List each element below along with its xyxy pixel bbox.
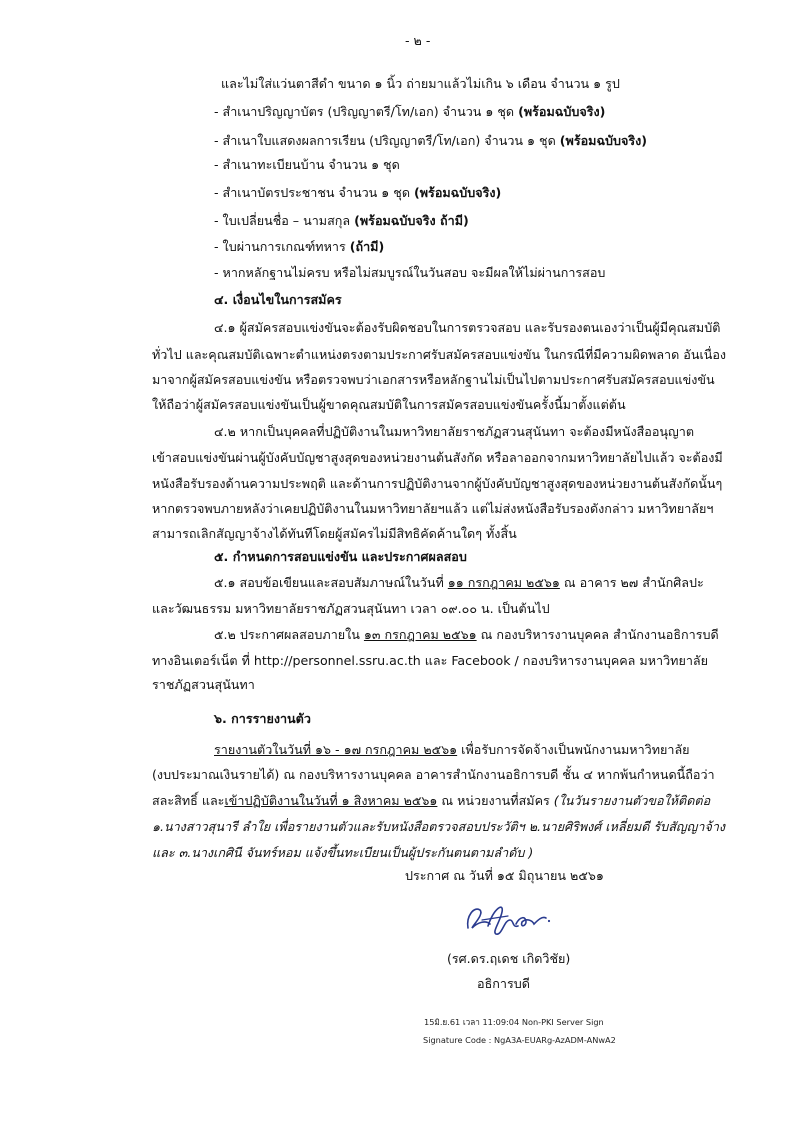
- doc-house-copy: - สำเนาทะเบียนบ้าน จำนวน ๑ ชุด: [214, 157, 400, 172]
- exam-date: ๑๑ กรกฎาคม ๒๕๖๑: [447, 575, 560, 590]
- signatory-position: อธิการบดี: [477, 976, 530, 991]
- doc-name-change: - ใบเปลี่ยนชื่อ – นามสกุล (พร้อมฉบับจริง ถ้ามี): [214, 213, 469, 228]
- digital-sign-info: 15มิ.ย.61 เวลา 11:09:04 Non-PKI Server Sign: [424, 1017, 604, 1027]
- result-date: ๑๓ กรกฎาคม ๒๕๖๑: [363, 627, 477, 642]
- section4-p1-line3: มาจากผู้สมัครสอบแข่งขัน หรือตรวจพบว่าเอกสารหรือหลักฐานไม่เป็นไปตามประกาศรับสมัครสอบแข่งขัน: [152, 372, 715, 387]
- section6-line1: รายงานตัวในวันที่ ๑๖ - ๑๗ กรกฎาคม ๒๕๖๑ เพื่อรับการจัดจ้างเป็นพนักงานมหาวิทยาลัย: [214, 742, 690, 757]
- section6-line4: ๑.นางสาวสุนารี ลำใย เพื่อรายงานตัวและรับหนังสือตรวจสอบประวัติฯ ๒.นายศิริพงศ์ เหลี่ยมดี รับสัญญาจ้าง: [152, 819, 726, 834]
- section4-heading: ๔. เงื่อนไขในการสมัคร: [214, 292, 342, 307]
- handwritten-signature: [462, 898, 554, 938]
- section5-p2-line3: ราชภัฏสวนสุนันทา: [152, 677, 255, 692]
- section4-p2-line2: เข้าสอบแข่งขันผ่านผู้บังคับบัญชาสูงสุดของหน่วยงานต้นสังกัด หรือลาออกจากมหาวิทยาลัยไปแล้ว จะต้องมี: [152, 450, 723, 465]
- doc-incomplete-note: - หากหลักฐานไม่ครบ หรือไม่สมบูรณ์ในวันสอบ จะมีผลให้ไม่ผ่านการสอบ: [214, 265, 606, 280]
- section4-p1-line4: ให้ถือว่าผู้สมัครสอบแข่งขันเป็นผู้ขาดคุณสมบัติในการสมัครสอบแข่งขันครั้งนี้มาตั้งแต่ต้น: [152, 397, 626, 412]
- doc-military: - ใบผ่านการเกณฑ์ทหาร (ถ้ามี): [214, 239, 385, 254]
- section6-line3: สละสิทธิ์ และเข้าปฏิบัติงานในวันที่ ๑ สิงหาคม ๒๕๖๑ ณ หน่วยงานที่สมัคร (ในวันรายงานตัวขอให้ติดต่อ: [152, 793, 711, 808]
- page-number: - ๒ -: [405, 33, 431, 48]
- signatory-name: (รศ.ดร.ฤเดช เกิดวิชัย): [447, 951, 571, 966]
- section4-p2-line5: สามารถเลิกสัญญาจ้างได้ทันทีโดยผู้สมัครไม่มีสิทธิคัดค้านใดๆ ทั้งสิ้น: [152, 526, 517, 541]
- doc-id-copy: - สำเนาบัตรประชาชน จำนวน ๑ ชุด (พร้อมฉบับจริง): [214, 185, 502, 200]
- section5-p2-line2: ทางอินเตอร์เน็ต ที่ http://personnel.ssru.ac.th และ Facebook / กองบริหารงานบุคคล มหาวิทยาลัย: [152, 653, 708, 668]
- section6-line2: (งบประมาณเงินรายได้) ณ กองบริหารงานบุคคล อาคารสำนักงานอธิการบดี ชั้น ๔ หากพ้นกำหนดนี้ถือว่า: [152, 767, 715, 782]
- doc-photo-cont: และไม่ใส่แว่นตาสีดำ ขนาด ๑ นิ้ว ถ่ายมาแล้วไม่เกิน ๖ เดือน จำนวน ๑ รูป: [221, 76, 620, 91]
- section5-p1-line1: ๕.๑ สอบข้อเขียนและสอบสัมภาษณ์ในวันที่ ๑๑ กรกฎาคม ๒๕๖๑ ณ อาคาร ๒๗ สำนักศิลปะ: [214, 575, 704, 590]
- section5-heading: ๕. กำหนดการสอบแข่งขัน และประกาศผลสอบ: [214, 549, 467, 564]
- digital-sign-code: Signature Code : NgA3A-EUARg-AzADM-ANwA2: [423, 1035, 616, 1045]
- section6-heading: ๖. การรายงานตัว: [214, 711, 311, 726]
- section4-p1-line1: ๔.๑ ผู้สมัครสอบแข่งขันจะต้องรับผิดชอบในการตรวจสอบ และรับรองตนเองว่าเป็นผู้มีคุณสมบัติ: [214, 320, 721, 335]
- section4-p2-line3: หนังสือรับรองด้านความประพฤติ และด้านการปฏิบัติงานจากผู้บังคับบัญชาสูงสุดของหน่วยงานต้นสังกัดนั้นๆ: [152, 476, 723, 491]
- doc-transcript-copy: - สำเนาใบแสดงผลการเรียน (ปริญญาตรี/โท/เอก) จำนวน ๑ ชุด (พร้อมฉบับจริง): [214, 133, 648, 148]
- announce-date: ประกาศ ณ วันที่ ๑๕ มิถุนายน ๒๕๖๑: [405, 868, 604, 883]
- section5-p2-line1: ๕.๒ ประกาศผลสอบภายใน ๑๓ กรกฎาคม ๒๕๖๑ ณ กองบริหารงานบุคคล สำนักงานอธิการบดี: [214, 627, 719, 642]
- section5-p1-line2: และวัฒนธรรม มหาวิทยาลัยราชภัฏสวนสุนันทา เวลา ๐๙.๐๐ น. เป็นต้นไป: [152, 601, 550, 616]
- section4-p2-line4: หากตรวจพบภายหลังว่าเคยปฏิบัติงานในมหาวิทยาลัยฯแล้ว แต่ไม่ส่งหนังสือรับรองดังกล่าว มหาวิทยาลัยฯ: [152, 501, 714, 516]
- section4-p2-line1: ๔.๒ หากเป็นบุคคลที่ปฏิบัติงานในมหาวิทยาลัยราชภัฏสวนสุนันทา จะต้องมีหนังสืออนุญาต: [214, 424, 695, 439]
- section6-line5: และ ๓.นางเกศินี จันทร์หอม แจ้งขึ้นทะเบียนเป็นผู้ประกันตนตามลำดับ ): [152, 845, 534, 860]
- section4-p1-line2: ทั่วไป และคุณสมบัติเฉพาะตำแหน่งตรงตามประกาศรับสมัครสอบแข่งขัน ในกรณีที่มีความผิดพลาด อันเนื่อง: [152, 347, 727, 362]
- doc-degree-copy: - สำเนาปริญญาบัตร (ปริญญาตรี/โท/เอก) จำนวน ๑ ชุด (พร้อมฉบับจริง): [214, 104, 606, 119]
